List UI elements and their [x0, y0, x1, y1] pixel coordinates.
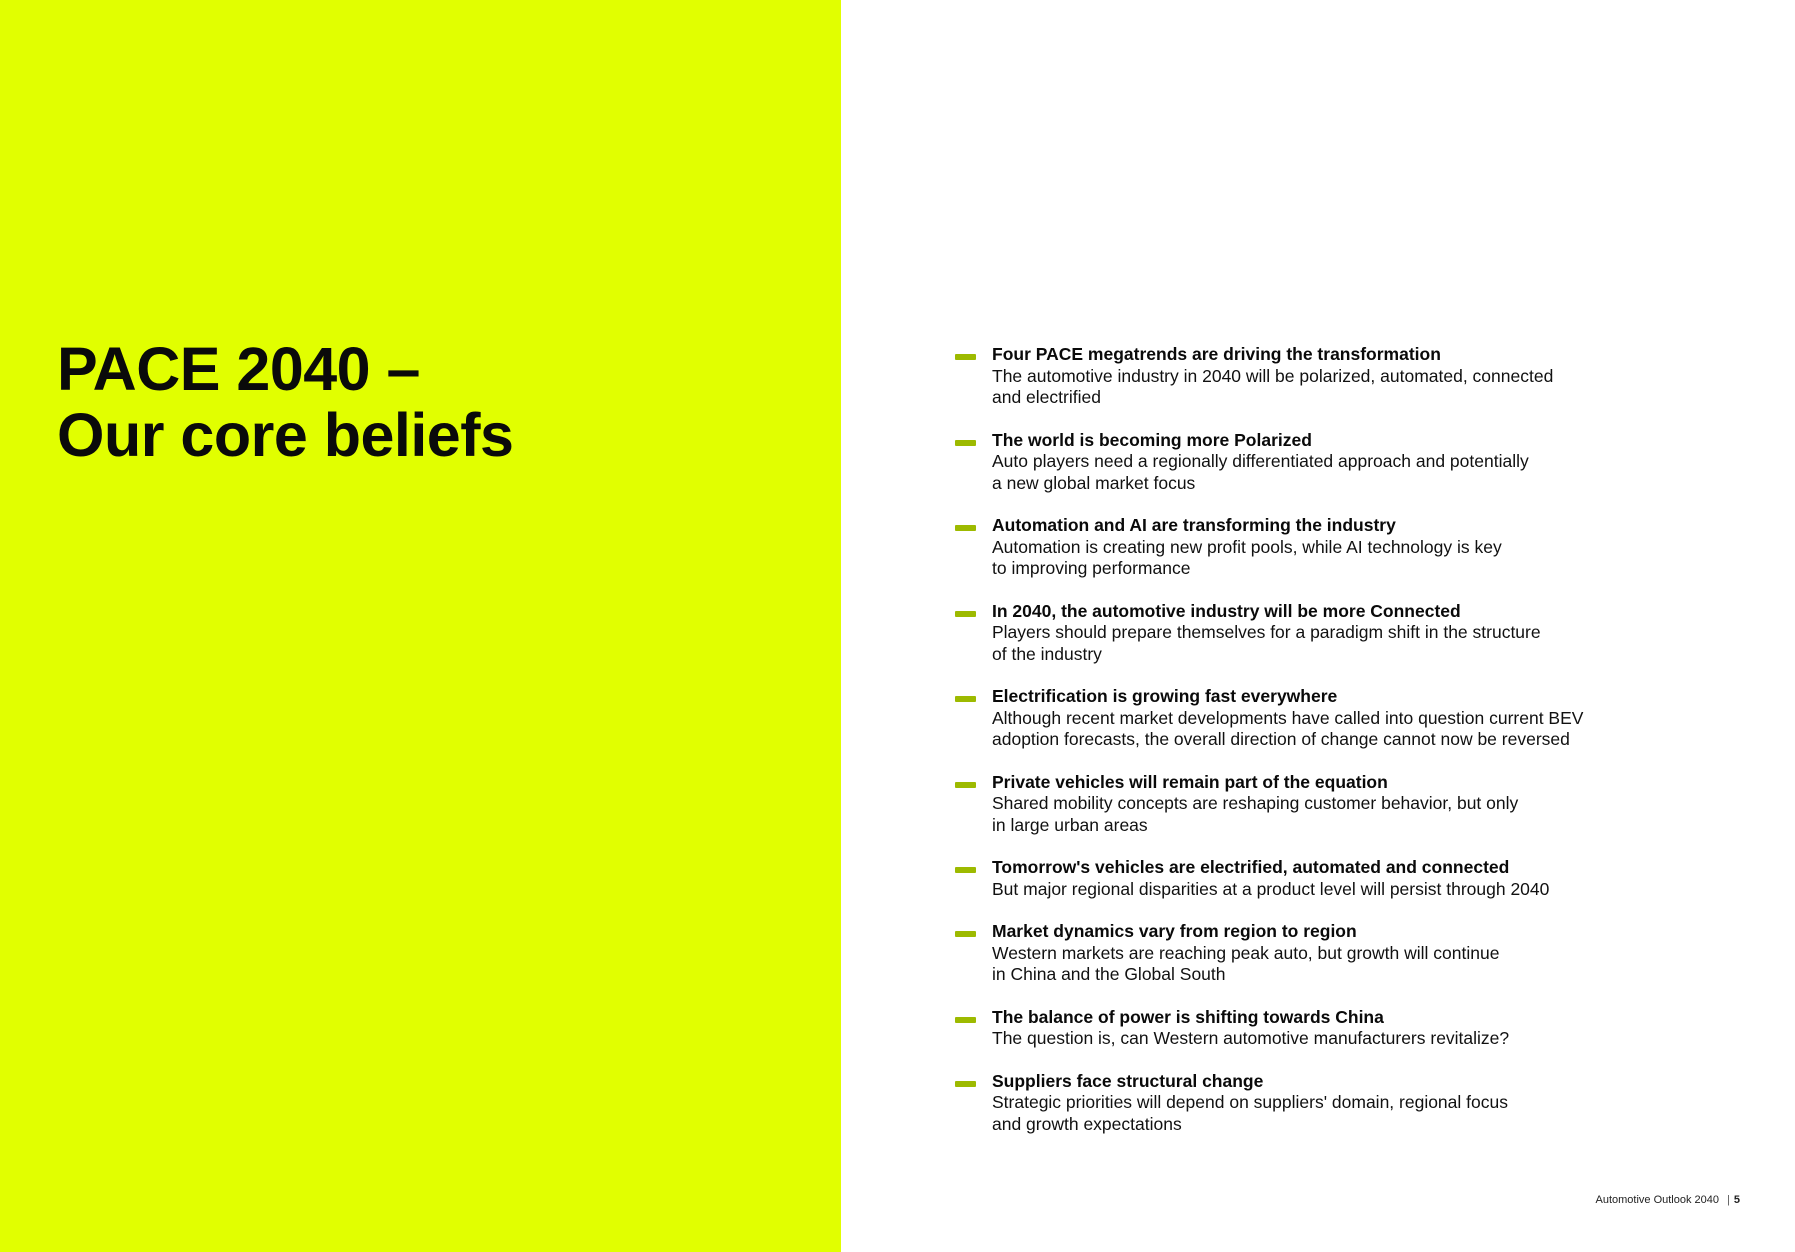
belief-description-line: Western markets are reaching peak auto, but growth will continue — [992, 942, 1500, 963]
belief-heading: Private vehicles will remain part of the equation — [992, 771, 1388, 792]
footer-separator: | — [1727, 1194, 1730, 1206]
belief-description-line: The question is, can Western automotive manufacturers revitalize? — [992, 1028, 1510, 1048]
page-footer — [1595, 1194, 1740, 1206]
belief-item — [955, 344, 1675, 409]
belief-description — [992, 622, 1675, 665]
belief-item — [955, 601, 1675, 666]
belief-heading: The balance of power is shifting towards China — [992, 1006, 1384, 1027]
belief-description-line: to improving performance — [992, 558, 1191, 578]
dash-bullet-icon — [955, 867, 976, 873]
belief-heading: Suppliers face structural change — [992, 1070, 1264, 1091]
core-beliefs-list — [955, 344, 1675, 1156]
belief-description-line: in China and the Global South — [992, 964, 1226, 984]
belief-description — [992, 708, 1675, 751]
dash-bullet-icon — [955, 1017, 976, 1023]
belief-description-line: and electrified — [992, 387, 1101, 407]
belief-description — [992, 1092, 1675, 1135]
dash-bullet-icon — [955, 696, 976, 702]
belief-description-line: Although recent market developments have called into question current BEV — [992, 707, 1584, 728]
page-number: 5 — [1733, 1194, 1740, 1206]
belief-description-line: of the industry — [992, 643, 1102, 664]
dash-bullet-icon — [955, 931, 976, 937]
belief-heading: The world is becoming more Polarized — [992, 429, 1312, 450]
page-title-line-2: Our core beliefs — [57, 401, 514, 469]
dash-bullet-icon — [955, 1081, 976, 1087]
belief-description-line: The automotive industry in 2040 will be polarized, automated, connected — [992, 365, 1554, 386]
belief-description-line: a new global market focus — [992, 472, 1196, 493]
belief-description-line: in large urban areas — [992, 814, 1148, 835]
belief-heading: Four PACE megatrends are driving the transformation — [992, 344, 1441, 364]
page-title — [57, 336, 513, 468]
belief-description-line: and growth expectations — [992, 1113, 1182, 1134]
belief-description — [992, 451, 1675, 494]
belief-description-line: Strategic priorities will depend on suppliers' domain, regional focus — [992, 1092, 1508, 1112]
belief-item — [955, 1007, 1675, 1050]
belief-item — [955, 857, 1675, 900]
dash-bullet-icon — [955, 525, 976, 531]
belief-item — [955, 772, 1675, 837]
belief-item — [955, 1071, 1675, 1136]
belief-heading: Electrification is growing fast everywhere — [992, 686, 1338, 706]
belief-description — [992, 943, 1675, 986]
accent-panel — [0, 0, 841, 1252]
dash-bullet-icon — [955, 440, 976, 446]
belief-description — [992, 537, 1675, 580]
belief-description-line: Shared mobility concepts are reshaping customer behavior, but only — [992, 793, 1519, 813]
belief-item — [955, 515, 1675, 580]
belief-description-line: Auto players need a regionally differentiated approach and potentially — [992, 451, 1529, 471]
belief-description-line: adoption forecasts, the overall direction of change cannot now be reversed — [992, 729, 1570, 749]
belief-item — [955, 430, 1675, 495]
belief-description — [992, 879, 1675, 901]
belief-description — [992, 366, 1675, 409]
dash-bullet-icon — [955, 611, 976, 617]
belief-description — [992, 1028, 1675, 1050]
belief-description-line: Players should prepare themselves for a paradigm shift in the structure — [992, 622, 1541, 642]
dash-bullet-icon — [955, 354, 976, 360]
belief-description — [992, 793, 1675, 836]
page-title-line-1: PACE 2040 – — [57, 335, 420, 403]
belief-heading: In 2040, the automotive industry will be more Connected — [992, 600, 1461, 621]
belief-heading: Tomorrow's vehicles are electrified, automated and connected — [992, 857, 1510, 877]
belief-heading: Market dynamics vary from region to region — [992, 921, 1357, 941]
belief-item — [955, 921, 1675, 986]
belief-item — [955, 686, 1675, 751]
belief-heading: Automation and AI are transforming the industry — [992, 515, 1396, 535]
belief-description-line: Automation is creating new profit pools, while AI technology is key — [992, 536, 1502, 557]
dash-bullet-icon — [955, 782, 976, 788]
belief-description-line: But major regional disparities at a product level will persist through 2040 — [992, 878, 1550, 899]
publication-name: Automotive Outlook 2040 — [1595, 1194, 1720, 1206]
